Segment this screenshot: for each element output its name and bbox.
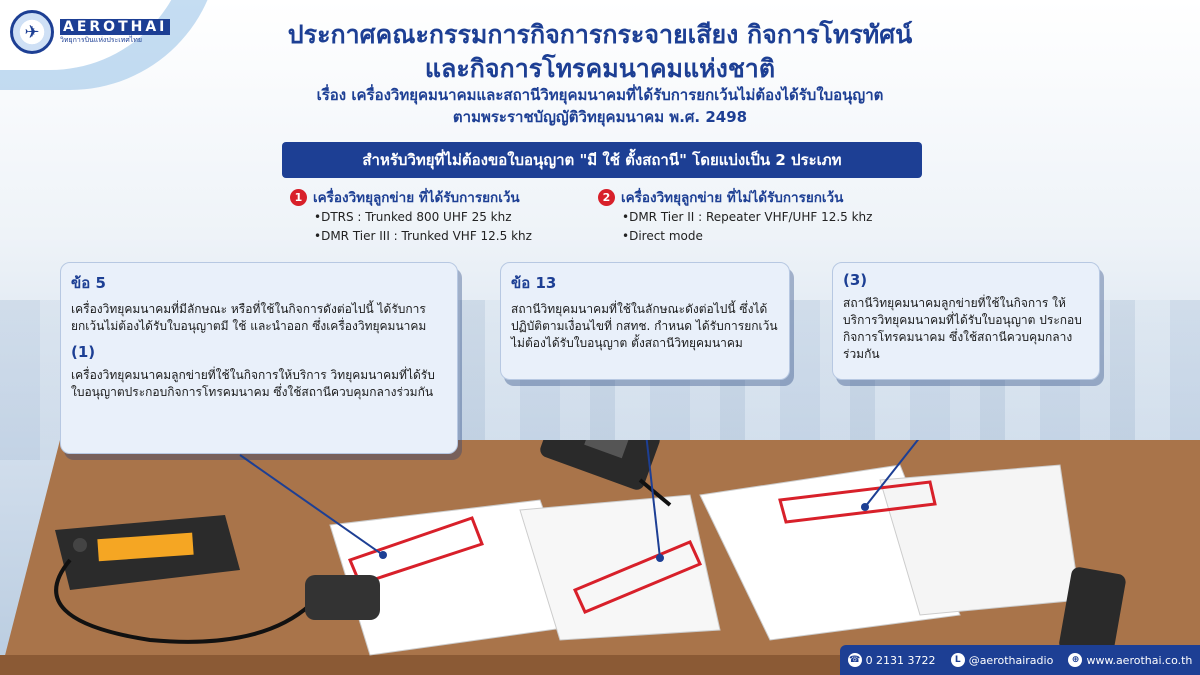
globe-icon: ⊕ [1068,653,1082,667]
category-heading: เครื่องวิทยุลูกข่าย ที่ได้รับการยกเว้น [313,190,520,206]
category-item: •DMR Tier II : Repeater VHF/UHF 12.5 khz [622,210,873,224]
category-exempt [290,186,532,246]
callout-text: สถานีวิทยุคมนาคมลูกข่ายที่ใช้ในกิจการ ให้บริการวิทยุคมนาคมที่ได้รับใบอนุญาต ประกอบกิจการโทรคมนาคม ซึ่งใช้สถานีควบคุมกลางร่วมกัน [843,296,1082,361]
callout-article-13 [500,262,790,380]
phone-number: 0 2131 3722 [865,653,936,667]
page-subtitle [190,84,1010,128]
callout-subtext: เครื่องวิทยุคมนาคมลูกข่ายที่ใช้ในกิจการให้บริการ วิทยุคมนาคมที่ได้รับใบอนุญาตประกอบกิจการโทรคมนาคม ซึ่งใช้สถานีควบคุมกลางร่วมกัน [71,368,435,399]
callout-heading: ข้อ 13 [511,274,557,292]
logo-name: AEROTHAI [60,19,170,35]
subtitle-line1: เรื่อง เครื่องวิทยุคมนาคมและสถานีวิทยุคมนาคมที่ได้รับการยกเว้นไม่ต้องได้รับใบอนุญาต [316,86,884,104]
line-icon: L [951,653,965,667]
handheld-mic [305,575,380,620]
category-not-exempt [598,186,872,246]
title-line2: และกิจการโทรคมนาคมแห่งชาติ [424,54,776,83]
callout-subheading: (1) [71,343,96,361]
line-contact[interactable] [951,653,1054,667]
callout-clause-3 [832,262,1100,380]
line-id: @aerothairadio [968,653,1054,667]
callout-text: เครื่องวิทยุคมนาคมที่มีลักษณะ หรือที่ใช้ในกิจการดังต่อไปนี้ ได้รับการยกเว้นไม่ต้องได้รับใบอนุญาตมี ใช้ และนำออก ซึ่งเครื่องวิทยุคมนาคม [71,302,427,333]
category-item: •DMR Tier III : Trunked VHF 12.5 khz [314,229,532,243]
callout-article-5 [60,262,458,454]
category-item: •DTRS : Trunked 800 UHF 25 khz [314,210,512,224]
number-badge: 2 [598,189,615,206]
logo [10,10,170,54]
page-title [190,18,1010,86]
number-badge: 1 [290,189,307,206]
phone-contact[interactable] [848,653,936,667]
callout-text: สถานีวิทยุคมนาคมที่ใช้ในลักษณะดังต่อไปนี้ ซึ่งได้ปฏิบัติตามเงื่อนไขที่ กสทช. กำหนด ได้รับการยกเว้นไม่ต้องได้รับใบอนุญาต ตั้งสถานีวิทยุคมนาคม [511,302,778,350]
phone-icon: ☎ [848,655,861,665]
category-heading: เครื่องวิทยุลูกข่าย ที่ไม่ได้รับการยกเว้น [621,190,844,206]
website-link[interactable] [1068,653,1192,667]
category-banner: สำหรับวิทยุที่ไม่ต้องขอใบอนุญาต "มี ใช้ ตั้งสถานี" โดยแบ่งเป็น 2 ประเภท [282,142,922,178]
callout-heading: ข้อ 5 [71,274,106,292]
logo-subtitle: วิทยุการบินแห่งประเทศไทย [60,35,142,44]
callout-heading: (3) [843,271,868,289]
website-url: www.aerothai.co.th [1086,653,1193,667]
logo-emblem-icon: ✈ [10,10,54,54]
category-item: •Direct mode [622,229,703,243]
title-line1: ประกาศคณะกรรมการกิจการกระจายเสียง กิจการโทรทัศน์ [287,20,913,49]
contact-footer [840,645,1200,675]
desk-scene [0,440,1200,675]
subtitle-line2: ตามพระราชบัญญัติวิทยุคมนาคม พ.ศ. 2498 [452,108,748,126]
